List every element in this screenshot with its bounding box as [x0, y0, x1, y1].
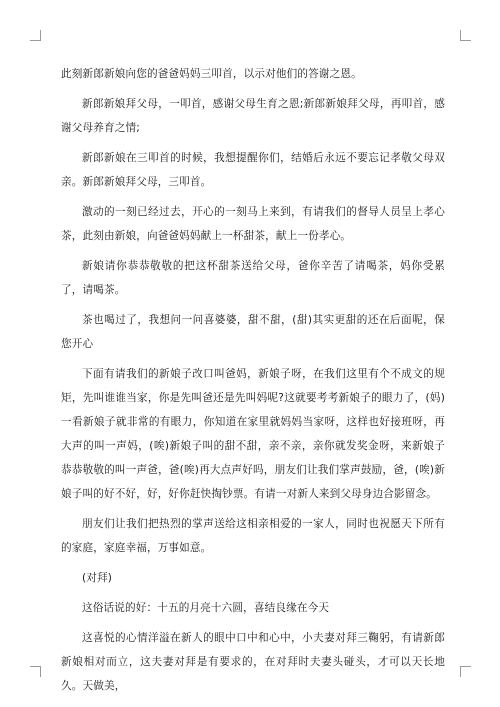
paragraph: 朋友们让我们把热烈的掌声送给这相亲相爱的一家人，同时也祝愿天下所有的家庭，家庭幸福，万事如意。	[61, 518, 445, 554]
paragraph: 新郎新娘拜父母，一叩首，感谢父母生育之恩;新郎新娘拜父母，再叩首，感谢父母养育之情;	[61, 98, 445, 134]
paragraph: 新娘请你恭恭敬敬的把这杯甜茶送给父母，爸你辛苦了请喝茶，妈你受累了，请喝茶。	[61, 260, 445, 296]
paragraph: 茶也喝过了，我想问一问喜婆婆，甜不甜，(甜)其实更甜的还在后面呢，保您开心	[61, 314, 445, 350]
margin-mark-bottom-right	[460, 666, 471, 677]
paragraph: (对拜)	[82, 572, 113, 584]
margin-mark-top-right	[460, 30, 471, 41]
paragraph: 新郎新娘在三叩首的时候，我想提醒你们，结婚后永远不要忘记孝敬父母双亲。新郎新娘拜父母，三叩首。	[61, 152, 445, 188]
paragraph: 此刻新郎新娘向您的爸爸妈妈三叩首，以示对他们的答谢之恩。	[61, 68, 362, 80]
paragraph: 这俗话说的好：十五的月亮十六圆，喜结良缘在今天	[82, 602, 330, 614]
margin-mark-bottom-left	[30, 666, 41, 677]
paragraph: 这喜悦的心情洋溢在新人的眼中口中和心中，小夫妻对拜三鞠躬，有请新郎新娘相对而立，这夫妻对拜是有要求的，在对拜时夫妻头碰头，才可以天长地久。天做美，	[61, 632, 445, 692]
margin-mark-top-left	[30, 30, 41, 41]
document-body	[61, 62, 445, 704]
paragraph: 激动的一刻已经过去，开心的一刻马上来到，有请我们的督导人员呈上孝心茶，此刻由新娘，向爸爸妈妈献上一杯甜茶，献上一份孝心。	[61, 206, 445, 242]
paragraph: 下面有请我们的新娘子改口叫爸妈，新娘子呀，在我们这里有个不成文的规矩，先叫谁谁当家，你是先叫爸还是先叫妈呢?这就要考考新娘子的眼力了，(妈)一看新娘子就非常的有眼力，你知道在家里就妈妈当家呀，这样也好接班呀，再大声的叫一声妈，(唉)新娘子叫的甜不甜，亲不亲，亲你就发奖金呀，来新娘子恭恭敬敬的叫一声爸，爸(唉)再大点声好吗，朋友们让我们掌声鼓励，爸，(唉)新娘子叫的好不好，好，好你赶快掏钞票。有请一对新人来到父母身边合影留念。	[61, 368, 445, 500]
